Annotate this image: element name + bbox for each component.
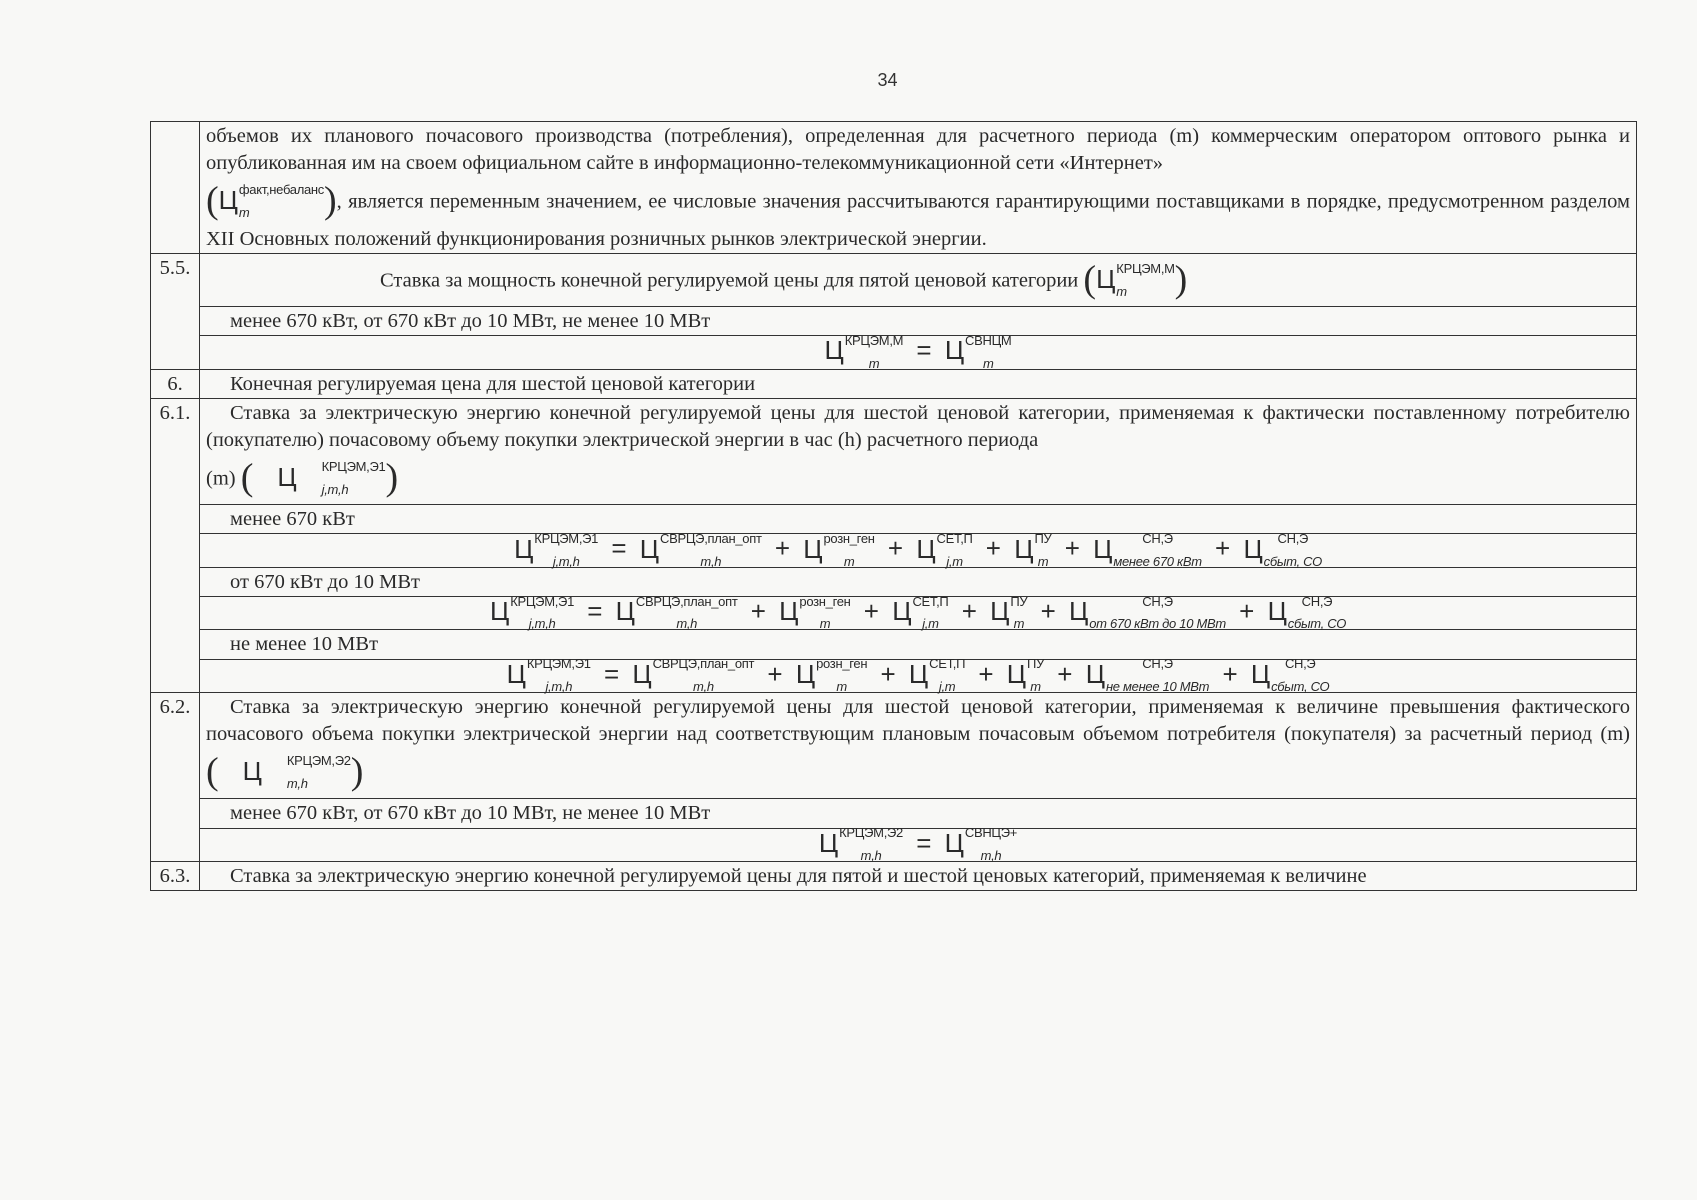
table-row bbox=[151, 597, 1637, 630]
table-row bbox=[151, 254, 1637, 306]
table-row bbox=[151, 798, 1637, 828]
tariff-table bbox=[150, 121, 1637, 891]
row-number-cell bbox=[151, 122, 200, 254]
formula-6-2: Ц КРЦЭМ,Э2 m,h = Ц СВНЦЭ+ m,h bbox=[200, 828, 1637, 861]
row-heading: Ставка за электрическую энергию конечной регулируемой цены для шестой ценовой категории, применяемая к фактически поставленному потребителю (покупателю) почасовому объему покупки электрической энергии в час (h) расчетного периода (m) ( Ц КРЦЭМ,Э1 j,m,h ) bbox=[200, 399, 1637, 505]
price-symbol: ( Ц КРЦЭМ,Э2 m,h ) bbox=[206, 750, 364, 793]
table-row bbox=[151, 534, 1637, 567]
row-number: 5.5. bbox=[151, 254, 200, 369]
table-row bbox=[151, 828, 1637, 861]
consumer-group-heading: не менее 10 МВт bbox=[200, 630, 1637, 660]
continuation-text-b: , является переменным значением, ее числовые значения рассчитываются гарантирующими поставщиками в порядке, предусмотренном разделом XII Основных положений функционирования розничных рынков электрической энергии. bbox=[206, 190, 1630, 250]
page-number: 34 bbox=[877, 70, 898, 90]
row-text-cell bbox=[200, 122, 1637, 254]
row-number: 6.2. bbox=[151, 693, 200, 861]
continuation-text: объемов их планового почасового производства (потребления), определенная для расчетного периода (m) коммерческим оператором оптового рынка и опубликованная им на своем официальном сайте в информационно-телекоммуникационной сети «Интернет» bbox=[206, 125, 1630, 174]
row-heading: Конечная регулируемая цена для шестой ценовой категории bbox=[200, 369, 1637, 399]
consumer-group-heading: менее 670 кВт, от 670 кВт до 10 МВт, не менее 10 МВт bbox=[200, 798, 1637, 828]
table-row bbox=[151, 504, 1637, 534]
row-number: 6.3. bbox=[151, 861, 200, 891]
formula-6-1-group-3: Ц КРЦЭМ,Э1 j,m,h = Ц СВРЦЭ,план_опт m,h + Ц розн_ген m + Ц СЕТ,П j,m + Ц ПУ m + Ц СН,Э не менее 10 МВт + Ц СН,Э сбыт, СО bbox=[200, 660, 1637, 693]
row-heading: Ставка за электрическую энергию конечной регулируемой цены для шестой ценовой категории, применяемая к величине превышения фактического почасового объема покупки электрической энергии над соответствующим плановым почасовым объемом потребителя (покупателя) за расчетный период (m) ( Ц КРЦЭМ,Э2 m,h ) bbox=[200, 693, 1637, 799]
table-row bbox=[151, 336, 1637, 369]
row-number: 6. bbox=[151, 369, 200, 399]
consumer-group-heading: менее 670 кВт, от 670 кВт до 10 МВт, не менее 10 МВт bbox=[200, 306, 1637, 336]
formula-5-5: Ц КРЦЭМ,М m = Ц СВНЦМ m bbox=[200, 336, 1637, 369]
price-symbol: ( Ц КРЦЭМ,Э1 j,m,h ) bbox=[240, 456, 399, 499]
row-heading: Ставка за мощность конечной регулируемой цены для пятой ценовой категории (Ц КРЦЭМ,М m ) bbox=[200, 254, 1637, 306]
row-heading: Ставка за электрическую энергию конечной регулируемой цены для пятой и шестой ценовых категорий, применяемая к величине bbox=[200, 861, 1637, 891]
table-row bbox=[151, 306, 1637, 336]
price-symbol: (Ц факт,небаланс m ) bbox=[206, 179, 337, 222]
price-symbol: (Ц КРЦЭМ,М m ) bbox=[1083, 258, 1188, 301]
table-row bbox=[151, 693, 1637, 799]
table-row bbox=[151, 861, 1637, 891]
table-row bbox=[151, 660, 1637, 693]
formula-6-1-group-1: Ц КРЦЭМ,Э1 j,m,h = Ц СВРЦЭ,план_опт m,h + Ц розн_ген m + Ц СЕТ,П j,m + Ц ПУ m + Ц СН,Э менее 670 кВт + Ц СН,Э сбыт, СО bbox=[200, 534, 1637, 567]
table-row bbox=[151, 399, 1637, 505]
consumer-group-heading: от 670 кВт до 10 МВт bbox=[200, 567, 1637, 597]
table-row bbox=[151, 122, 1637, 254]
table-row bbox=[151, 567, 1637, 597]
formula-6-1-group-2: Ц КРЦЭМ,Э1 j,m,h = Ц СВРЦЭ,план_опт m,h + Ц розн_ген m + Ц СЕТ,П j,m + Ц ПУ m + Ц СН,Э от 670 кВт до 10 МВт + Ц СН,Э сбыт, СО bbox=[200, 597, 1637, 630]
table-row bbox=[151, 630, 1637, 660]
row-number: 6.1. bbox=[151, 399, 200, 693]
table-row bbox=[151, 369, 1637, 399]
consumer-group-heading: менее 670 кВт bbox=[200, 504, 1637, 534]
